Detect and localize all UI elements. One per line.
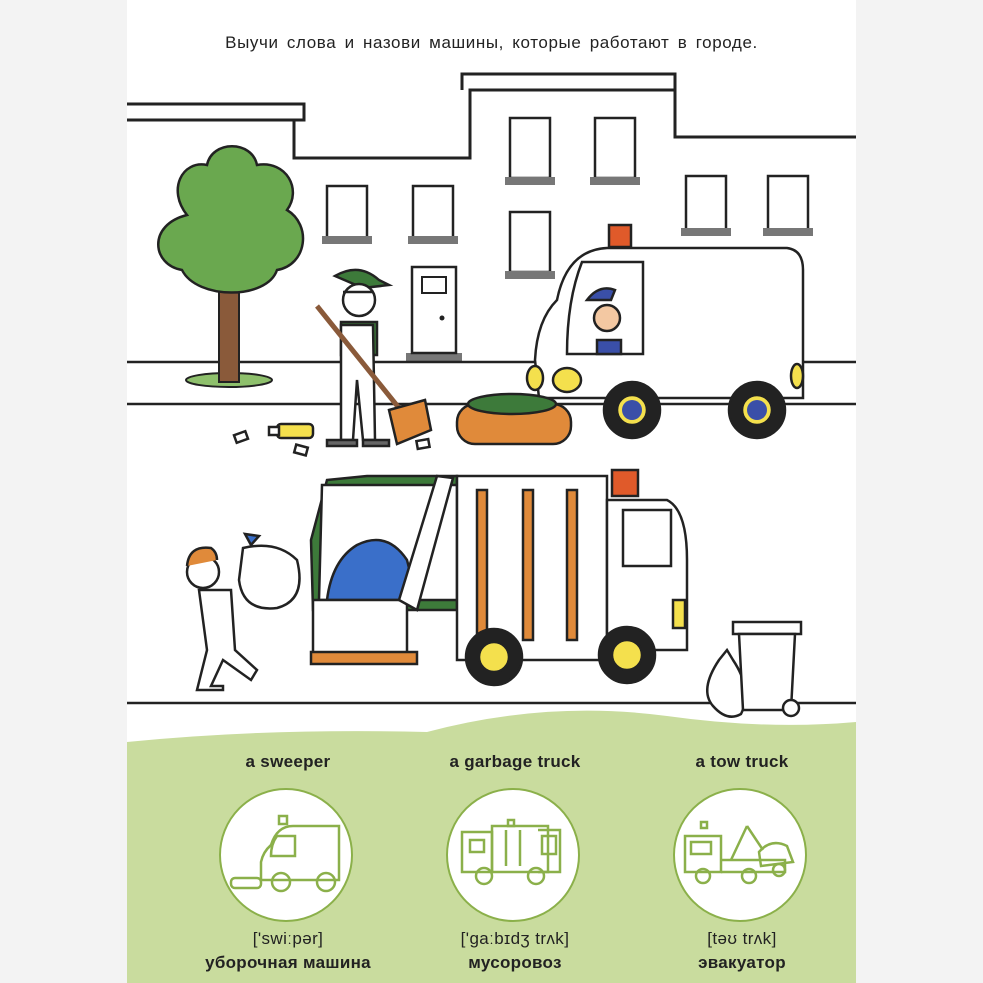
tow-truck-icon — [675, 790, 805, 920]
sweeper-icon-circle — [219, 788, 353, 922]
child-with-bag — [187, 534, 300, 690]
instruction-text: Выучи слова и назови машины, которые работают в городе. — [225, 33, 758, 52]
transcription: ['gaːbɪdʒ trʌk] — [460, 929, 570, 948]
book-page — [127, 0, 856, 983]
tow-truck-icon-circle — [673, 788, 807, 922]
tree — [158, 146, 303, 387]
english-word: a garbage truck — [449, 752, 581, 771]
trash-bin — [707, 622, 801, 717]
transcription: [təʊ trʌk] — [707, 929, 777, 948]
garbage-truck-icon-circle — [446, 788, 580, 922]
russian-translation: уборочная машина — [205, 953, 371, 972]
sweeper-icon — [221, 790, 351, 920]
russian-translation: мусоровоз — [468, 953, 562, 972]
english-word: a sweeper — [245, 752, 331, 771]
russian-translation: эвакуатор — [698, 953, 786, 972]
garbage-truck — [311, 470, 687, 685]
transcription: ['swiːpər] — [252, 929, 324, 948]
garbage-truck-icon — [448, 790, 578, 920]
english-word: a tow truck — [695, 752, 789, 771]
